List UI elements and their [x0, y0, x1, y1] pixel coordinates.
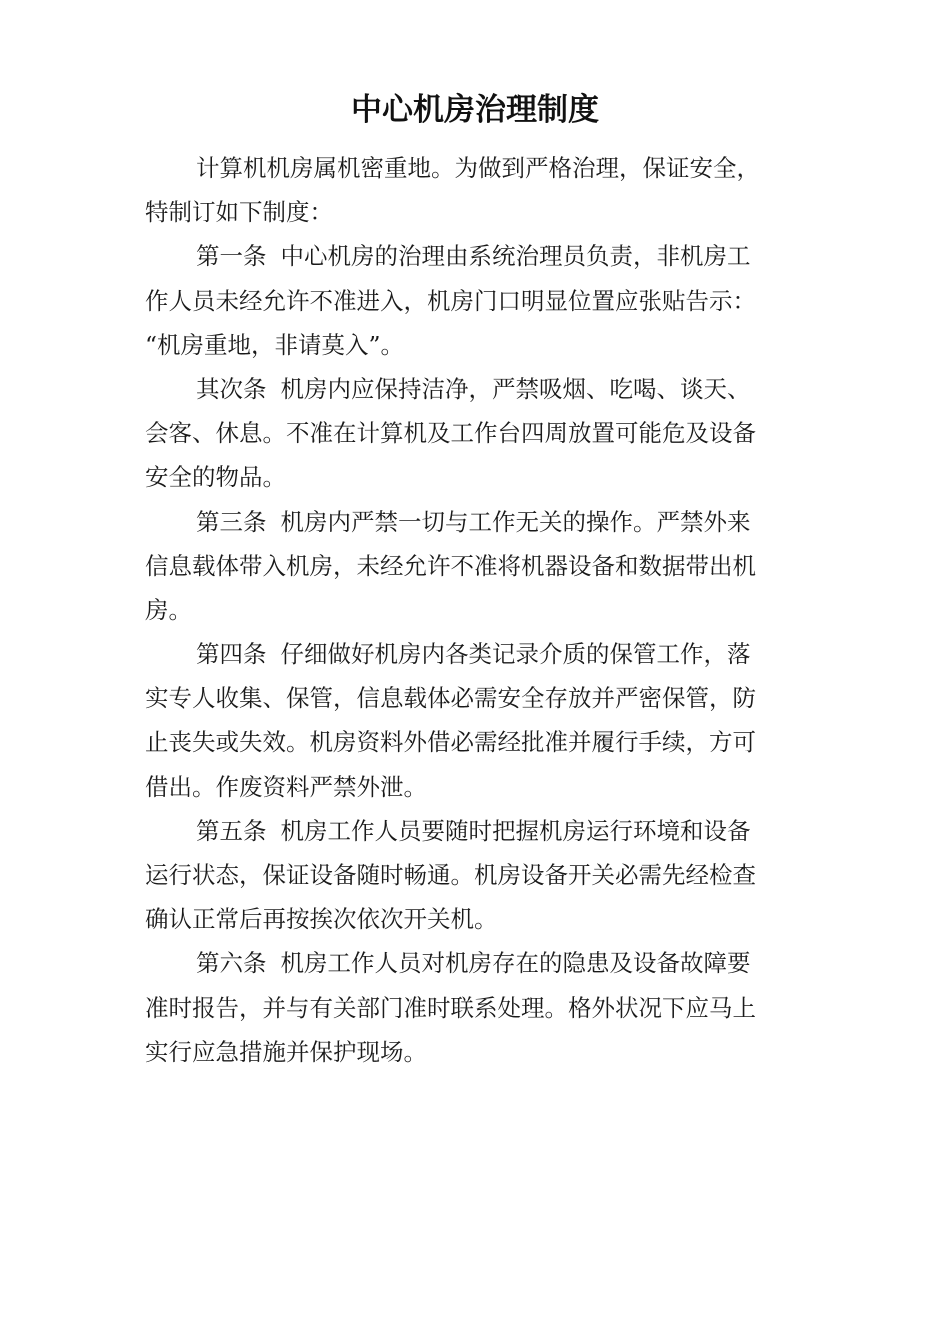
article-first-line: [145, 632, 805, 676]
article-first-line: [145, 367, 805, 411]
article-heading: 第四条: [196, 640, 267, 669]
article-line: “机房重地，非请莫入”。: [145, 330, 405, 359]
article-text: 机房内应保持洁净，严禁吸烟、吃喝、谈天、: [280, 374, 751, 403]
article-first-line: [145, 809, 805, 853]
article-2: [145, 367, 805, 500]
article-line: 作人员未经允许不准进入，机房门口明显位置应张贴告示：: [145, 286, 756, 315]
article-text: 仔细做好机房内各类记录介质的保管工作，落: [280, 640, 751, 669]
article-line: 安全的物品。: [145, 463, 286, 492]
article-heading: 其次条: [196, 374, 267, 403]
intro-line: 计算机机房属机密重地。为做到严格治理，保证安全，: [196, 154, 760, 182]
article-heading: 第五条: [196, 816, 267, 845]
article-line: 实专人收集、保管，信息载体必需安全存放并严密保管，防: [145, 684, 756, 713]
article-text: 机房工作人员对机房存在的隐患及设备故障要: [280, 949, 751, 978]
article-text: 机房内严禁一切与工作无关的操作。严禁外来: [280, 507, 751, 536]
article-5: [145, 809, 805, 942]
article-line: 房。: [145, 595, 192, 624]
intro-paragraph: [145, 146, 805, 234]
article-line: 实行应急措施并保护现场。: [145, 1037, 427, 1066]
article-line: 借出。作废资料严禁外泄。: [145, 772, 427, 801]
article-line: 会客、休息。不准在计算机及工作台四周放置可能危及设备: [145, 419, 756, 448]
article-line: 准时报告，并与有关部门准时联系处理。格外状况下应马上: [145, 993, 756, 1022]
article-6: [145, 941, 805, 1074]
article-first-line: [145, 941, 805, 985]
document-body: [145, 146, 805, 1074]
article-heading: 第一条: [196, 242, 267, 271]
article-first-line: [145, 500, 805, 544]
article-line: 止丧失或失效。机房资料外借必需经批准并履行手续，方可: [145, 728, 756, 757]
article-first-line: [145, 234, 805, 278]
intro-line: 特制订如下制度：: [145, 198, 333, 227]
article-heading: 第三条: [196, 507, 267, 536]
article-1: [145, 234, 805, 367]
article-4: [145, 632, 805, 809]
article-3: [145, 500, 805, 633]
article-line: 运行状态，保证设备随时畅通。机房设备开关必需先经检查: [145, 861, 756, 889]
article-line: 信息载体带入机房，未经允许不准将机器设备和数据带出机: [145, 551, 756, 580]
article-text: 机房工作人员要随时把握机房运行环境和设备: [280, 816, 751, 845]
document-title: 中心机房治理制度: [351, 92, 599, 128]
article-line: 确认正常后再按挨次依次开关机。: [145, 905, 498, 934]
article-heading: 第六条: [196, 949, 267, 978]
article-text: 中心机房的治理由系统治理员负责，非机房工: [280, 242, 751, 271]
